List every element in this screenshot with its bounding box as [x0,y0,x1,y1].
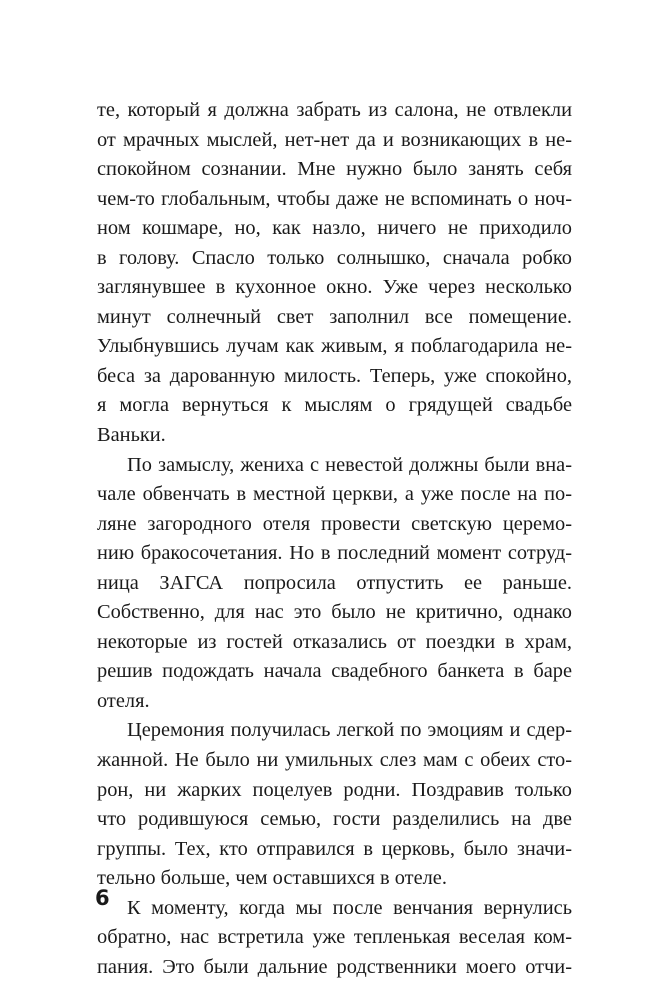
text-line: минут солнечный свет заполнил все помещение. [97,305,572,328]
text-line: что родившуюся семью, гости разделились на две [97,808,572,831]
body-text [97,96,572,982]
text-line: в голову. Спасло только солнышко, сначала робко [97,246,572,269]
text-line: рон, ни жарких поцелуев родни. Поздравив только [97,778,572,801]
text-line: от мрачных мыслей, нет-нет да и возникающих в не- [97,128,572,151]
text-line: Церемония получилась легкой по эмоциям и сдер- [127,719,572,742]
text-line: отеля. [97,689,150,712]
text-line: я могла вернуться к мыслям о грядущей свадьбе [97,394,572,417]
text-line: ляне загородного отеля провести светскую церемо- [97,512,572,535]
text-line: заглянувшее в кухонное окно. Уже через несколько [97,276,572,299]
text-line: Собственно, для нас это было не критично, однако [97,601,572,624]
page-number: 6 [95,886,110,910]
text-line: По замыслу, жениха с невестой должны были вна- [127,453,572,476]
text-line: тельно больше, чем оставшихся в отеле. [97,867,447,890]
text-line: жанной. Не было ни умильных слез мам с обеих сто- [97,749,572,772]
text-line: решив подождать начала свадебного банкета в баре [97,660,572,683]
text-line: беса за дарованную милость. Теперь, уже спокойно, [97,364,572,387]
text-line: чале обвенчать в местной церкви, а уже после на по- [97,483,572,506]
text-line: чем-то глобальным, чтобы даже не вспоминать о ноч- [97,187,572,210]
text-line: нию бракосочетания. Но в последний момент сотруд- [97,542,572,565]
text-line: группы. Тех, кто отправился в церковь, было значи- [97,837,572,860]
text-line: пания. Это были дальние родственники моего отчи- [97,955,572,978]
text-line: те, который я должна забрать из салона, не отвлекли [97,99,572,121]
text-line: ном кошмаре, но, как назло, ничего не приходило [97,217,572,240]
text-line: спокойном сознании. Мне нужно было занять себя [97,158,572,181]
text-line: обратно, нас встретила уже тепленькая веселая ком- [97,926,572,949]
text-line: Улыбнувшись лучам как живым, я поблагодарила не- [97,335,572,358]
text-line: Ваньки. [97,424,166,447]
text-line: некоторые из гостей отказались от поездки в храм, [97,630,572,653]
text-line: ница ЗАГСА попросила отпустить ее раньше. [97,571,572,594]
text-line: К моменту, когда мы после венчания вернулись [127,896,572,919]
